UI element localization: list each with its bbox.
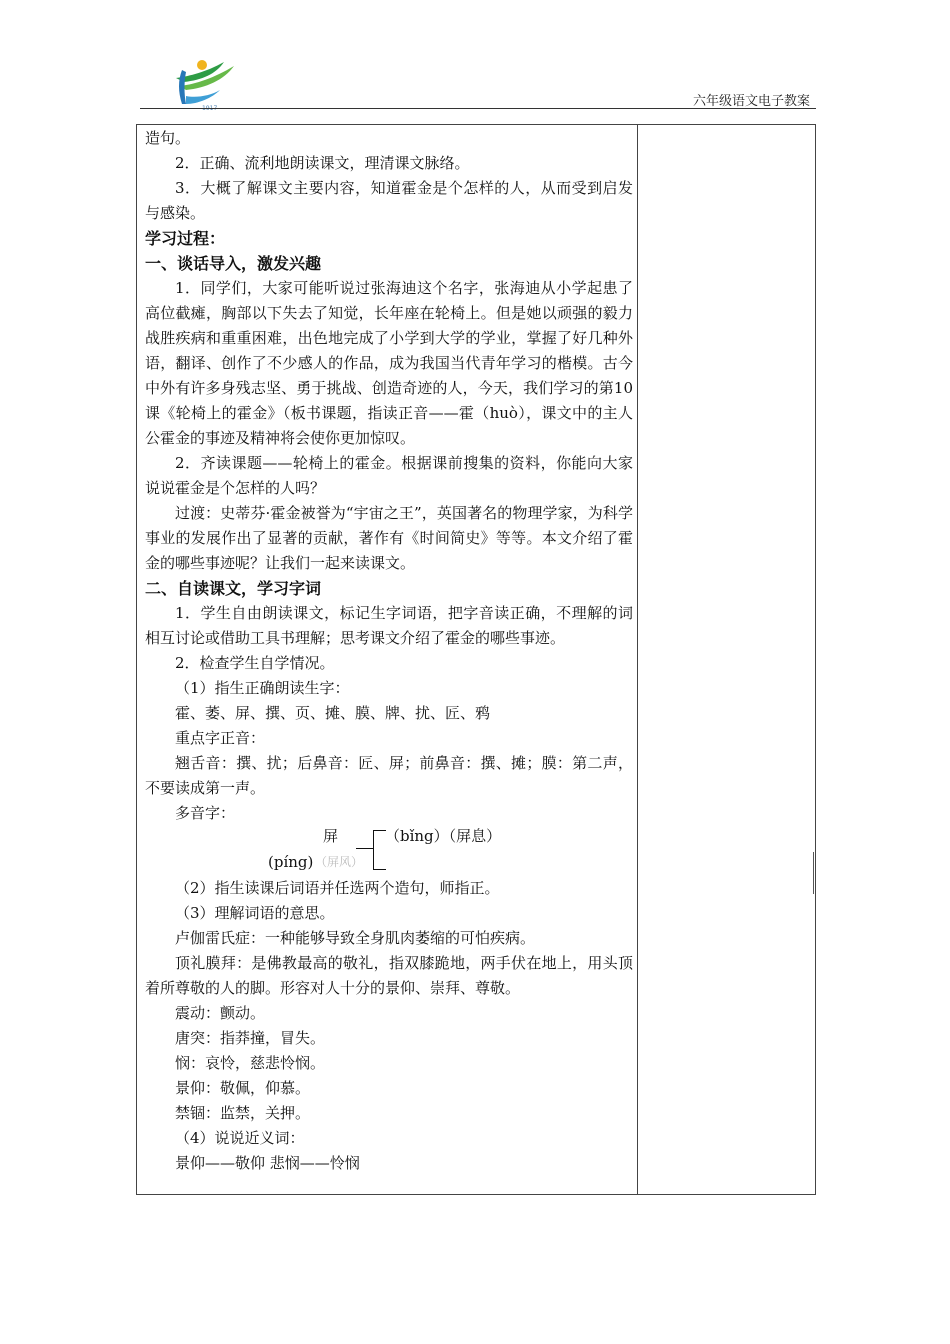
svg-text:1917: 1917 xyxy=(202,105,218,112)
polyphone-word-2: （屏风） xyxy=(315,855,364,869)
section-2-heading: 二、自读课文，学习字词 xyxy=(145,579,322,598)
synonyms-list: 景仰——敬仰 悲悯——怜悯 xyxy=(175,1154,360,1172)
intro-paragraph: 1．同学们，大家可能听说过张海迪这个名字，张海迪从小学起患了高位截瘫，胸部以下失去了知觉，长年座在轮椅上。但是她以顽强的毅力战胜疾病和重重困难，出色地完成了小学到大学的学业，掌握了好几种外语，翻译、创作了不少感人的作品，成为我国当代青年学习的楷模。古今中外有许多身残志坚、勇于挑战、创造奇迹的人，今天，我们学习的第10课《轮椅上的霍金》（板书课题，指读正音——霍（huò），课文中的主人公霍金的事迹及精神将会使你更加惊叹。 xyxy=(145,279,633,447)
objective-3: 3．大概了解课文主要内容，知道霍金是个怎样的人，从而受到启发与感染。 xyxy=(145,179,633,222)
school-logo xyxy=(172,56,238,112)
paragraph: 造句。 xyxy=(145,129,191,147)
objective-2: 2．正确、流利地朗读课文，理清课文脉络。 xyxy=(175,154,470,172)
table-column-divider xyxy=(637,124,638,1195)
new-characters-label: （1）指生正确朗读生字： xyxy=(175,679,350,697)
margin-mark xyxy=(813,852,814,894)
pronunciation-label: 重点字正音： xyxy=(175,729,266,747)
new-characters-list: 霍、萎、屏、撰、页、摊、膜、牌、扰、匠、鸦 xyxy=(175,704,491,722)
polyphone-diagram xyxy=(145,826,633,876)
definition-tangtu: 唐突：指莽撞，冒失。 xyxy=(175,1029,326,1047)
lesson-content xyxy=(145,126,633,1176)
definition-als: 卢伽雷氏症：一种能够导致全身肌肉萎缩的可怕疾病。 xyxy=(175,929,536,947)
polyphone-label: 多音字： xyxy=(175,804,236,822)
polyphone-reading-2: (píng) xyxy=(268,853,314,871)
pronunciation-notes: 翘舌音：撰、扰；后鼻音：匠、屏；前鼻音：撰、摊；膜：第二声，不要读成第一声。 xyxy=(145,754,633,797)
definition-dingli: 顶礼膜拜：是佛教最高的敬礼，指双膝跪地，两手伏在地上，用头顶着所尊敬的人的脚。形容对人十分的景仰、崇拜、尊敬。 xyxy=(145,954,633,997)
header-rule xyxy=(140,108,816,109)
definition-jingu: 禁锢：监禁，关押。 xyxy=(175,1104,311,1122)
definition-min: 悯：哀怜，慈悲怜悯。 xyxy=(175,1054,326,1072)
title-reading-paragraph: 2．齐读课题——轮椅上的霍金。根据课前搜集的资料，你能向大家说说霍金是个怎样的人吗？ xyxy=(145,454,633,497)
polyphone-bracket-stem xyxy=(356,848,373,849)
definition-zhendong: 震动：颤动。 xyxy=(175,1004,266,1022)
vocab-sentence-task: （2）指生读课后词语并任选两个造句，师指正。 xyxy=(175,879,500,897)
polyphone-reading-1: （bǐng）（屏息） xyxy=(385,827,502,845)
transition-paragraph: 过渡：史蒂芬·霍金被誉为“宇宙之王”，英国著名的物理学家，为科学事业的发展作出了显著的贡献，著作有《时间简史》等等。本文介绍了霍金的哪些事迹呢？让我们一起来读课文。 xyxy=(145,504,633,572)
word-meaning-label: （3）理解词语的意思。 xyxy=(175,904,335,922)
polyphone-character: 屏 xyxy=(323,827,339,845)
section-1-heading: 一、谈话导入，激发兴趣 xyxy=(145,254,322,273)
synonyms-label: （4）说说近义词： xyxy=(175,1129,305,1147)
self-reading-paragraph: 1．学生自由朗读课文，标记生字词语，把字音读正确，不理解的词相互讨论或借助工具书理解；思考课文介绍了霍金的哪些事迹。 xyxy=(145,604,633,647)
check-paragraph: 2．检查学生自学情况。 xyxy=(175,654,335,672)
definition-jingyang: 景仰：敬佩，仰慕。 xyxy=(175,1079,311,1097)
process-heading: 学习过程： xyxy=(145,229,226,248)
document-header-title: 六年级语文电子教案 xyxy=(692,94,810,109)
